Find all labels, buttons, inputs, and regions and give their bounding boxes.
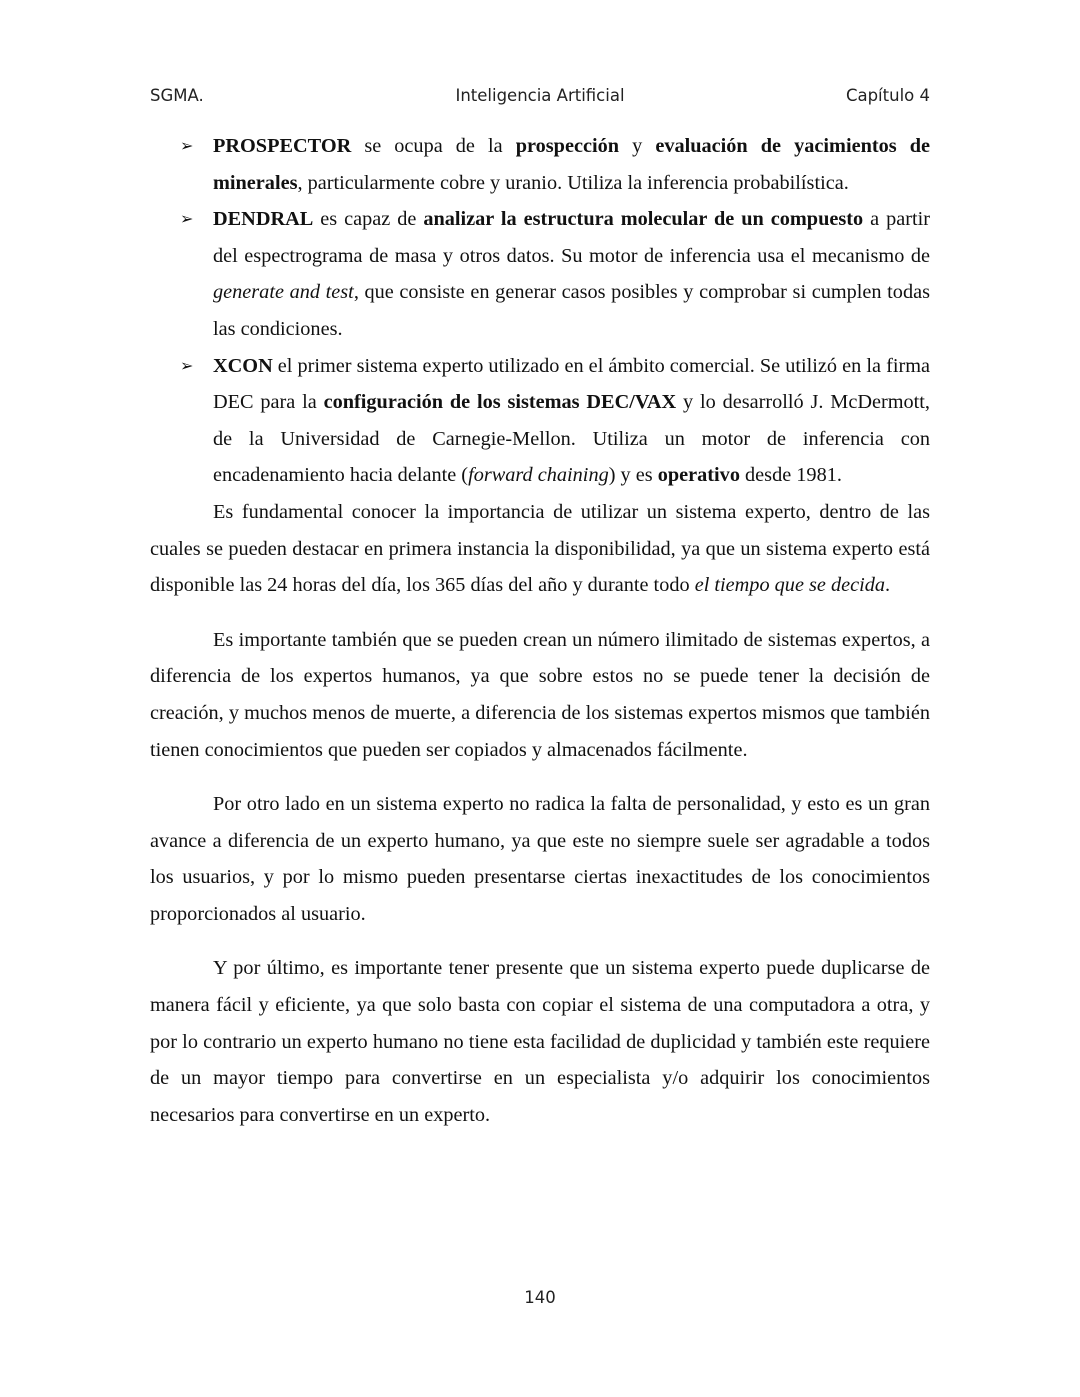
text-run: Es fundamental conocer la importancia de utilizar un sistema experto, dentro de las cuales se pueden destacar en primera instancia la disponibilidad, ya que un sistema experto está disponible las 24 horas del día, los 365 días del año y durante todo	[150, 500, 930, 597]
bold-text: XCON	[213, 354, 273, 377]
arrow-bullet-icon: ➢	[180, 136, 194, 155]
text-run: , particularmente cobre y uranio. Utiliza la inferencia probabilística.	[297, 171, 849, 194]
italic-text: forward chaining	[468, 464, 609, 487]
text-run: se ocupa de la	[351, 135, 516, 157]
bullet-item	[150, 348, 930, 494]
arrow-bullet-icon: ➢	[180, 209, 194, 229]
bullet-list	[150, 128, 930, 494]
header-chapter: Capítulo 4	[845, 86, 930, 105]
header-left: SGMA.	[150, 86, 204, 105]
bold-text: analizar la estructura molecular de un compuesto	[423, 208, 864, 231]
paragraph	[150, 622, 930, 768]
bullet-item	[150, 128, 930, 201]
text-run: Es importante también que se pueden crean un número ilimitado de sistemas expertos, a diferencia de los expertos humanos, ya que sobre estos no se puede tener la decisión de creación, y muchos menos de muerte, a diferencia de los sistemas expertos mismos que también tienen conocimientos que pueden ser copiados y almacenados fácilmente.	[150, 628, 930, 761]
paragraph	[150, 786, 930, 932]
italic-text: el tiempo que se decida	[694, 574, 886, 597]
bold-text: evaluación de yacimientos de minerales	[213, 135, 931, 194]
text-run: .	[885, 574, 891, 597]
header-title: Inteligencia Artificial	[455, 86, 625, 105]
bold-text: PROSPECTOR	[213, 135, 352, 157]
italic-text: generate and test	[213, 281, 354, 304]
bullet-item	[150, 201, 930, 347]
text-run: y lo desarrolló J. McDermott, de la Universidad de Carnegie-Mellon. Utiliza un motor de inferencia con encadenamiento hacia delante (	[213, 391, 931, 487]
text-run: , que consiste en generar casos posibles y comprobar si cumplen todas las condiciones.	[213, 281, 930, 340]
text-run: Y por último, es importante tener presente que un sistema experto puede duplicarse de manera fácil y eficiente, ya que solo basta con copiar el sistema de una computadora a otra, y por lo contrario un experto humano no tiene esta facilidad de duplicidad y también este requiere de un mayor tiempo para convertirse en un especialista y/o adquirir los conocimientos necesarios para convertirse en un experto.	[150, 957, 930, 1126]
bold-text: configuración de los sistemas DEC/VAX	[323, 391, 677, 414]
text-run: y	[619, 135, 656, 157]
bold-text: operativo	[657, 464, 740, 487]
text-run: el primer sistema experto utilizado en el ámbito comercial. Se utilizó en la firma DEC para la	[213, 354, 930, 414]
page-number: 140	[524, 1288, 556, 1307]
text-run: ) y es	[608, 464, 658, 487]
text-run: desde 1981.	[739, 464, 842, 487]
paragraphs	[150, 494, 930, 1134]
paragraph	[150, 494, 930, 604]
arrow-bullet-icon: ➢	[180, 355, 194, 375]
bold-text: DENDRAL	[213, 208, 314, 231]
text-run: Por otro lado en un sistema experto no radica la falta de personalidad, y esto es un gran avance a diferencia de un experto humano, ya que este no siempre suele ser agradable a todos los usuarios, y por lo mismo pueden presentarse ciertas inexactitudes de los conocimientos proporcionados al usuario.	[150, 793, 930, 925]
bold-text: prospección	[515, 135, 620, 157]
paragraph	[150, 950, 930, 1133]
text-run: a partir del espectrograma de masa y otros datos. Su motor de inferencia usa el mecanismo de	[213, 208, 931, 267]
page-body	[150, 128, 930, 1151]
text-run: es capaz de	[313, 208, 424, 231]
